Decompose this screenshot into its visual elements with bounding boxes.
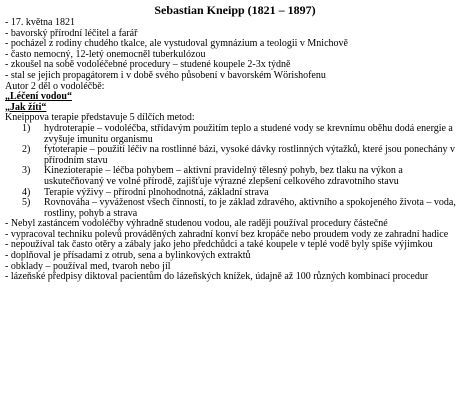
method-item-5 bbox=[5, 198, 465, 219]
methods-list bbox=[5, 124, 465, 219]
note-line-partial: - Nebyl zastáncem vodoléčby výhradně studenou vodou, ale raději používal procedury částečné bbox=[5, 218, 388, 230]
document-title: Sebastian Kneipp (1821 – 1897) bbox=[154, 3, 316, 17]
method-number: 2) bbox=[22, 144, 31, 156]
method-text: Terapie výživy – přírodní plnohodnotná, základní strava bbox=[44, 186, 269, 198]
bio-line-birth: - 17. května 1821 bbox=[5, 17, 75, 28]
note-line-prescriptions: - lázeňské předpisy diktoval pacientům do lázeňských knížek, údajně až 100 různých kombinací procedur bbox=[5, 271, 429, 283]
method-item-3 bbox=[5, 166, 465, 187]
method-number: 1) bbox=[22, 122, 31, 134]
note-line-technique: - vypracoval techniku polevů prováděných zahradní konví bez kropáče nebo proudem vody ze zahradní hadice bbox=[5, 228, 449, 240]
notes-list bbox=[5, 219, 465, 283]
note-line-additives: - doplňoval je přísadami z otrub, sena a bylinkových extraktů bbox=[5, 250, 251, 262]
note-line-compresses: - obklady – používal med, tvaroh nebo jíl bbox=[5, 260, 171, 272]
bio-line-experiments: - zkoušel na sobě vodoléčebné procedury – studené koupele 2-3x týdně bbox=[5, 59, 291, 71]
method-number: 4) bbox=[22, 186, 31, 198]
method-text: fytoterapie – použití léčiv na rostlinné bázi, vysoké dávky rostlinných výtažků, které jsou ponechány v přírodním stavu bbox=[44, 144, 455, 166]
work-title-2: „Jak žíti“ bbox=[5, 101, 47, 113]
method-number: 3) bbox=[22, 165, 31, 177]
bio-line-origin: - pocházel z rodiny chudého tkalce, ale vystudoval gymnázium a teologii v Mnichově bbox=[5, 38, 348, 50]
biography-list bbox=[5, 18, 465, 92]
method-text: Kinezioterapie – léčba pohybem – aktivní pravidelný tělesný pohyb, bez tlaku na výkon a uskutečňovaný ve volné přírodě, zajišťuje výrazné zlepšení celkového zdravotního stavu bbox=[44, 165, 403, 187]
methods-intro: Kneippova terapie představuje 5 dílčích metod: bbox=[5, 112, 195, 124]
bio-line-propagator: - stal se jejich propagátorem i v době svého působení v bavorském Wörishofenu bbox=[5, 69, 326, 81]
work-title-1: „Léčení vodou“ bbox=[5, 91, 72, 103]
method-text: hydroterapie – vodoléčba, střídavým použitím teplo a studené vody se krevnímu oběhu dodá energie a zvyšuje imunitu organismu bbox=[44, 122, 453, 145]
bio-line-illness: - často nemocný, 12-letý onemocněl tuberkulózou bbox=[5, 48, 206, 60]
method-item-1 bbox=[5, 124, 465, 145]
method-text: Rovnováha – vyváženost všech činností, to je základ zdravého, aktivního a spokojeného života – voda, rostliny, pohyb a strava bbox=[44, 197, 456, 219]
bio-line-profession: - bavorský přírodní léčitel a farář bbox=[5, 27, 138, 39]
note-line-wraps: - nepoužíval tak často otěry a zábaly jako jeho předchůdci a také koupele v teplé vodě byly spíše výjimkou bbox=[5, 239, 433, 251]
bio-line-author: Autor 2 děl o vodoléčbě: bbox=[5, 80, 105, 92]
method-item-2 bbox=[5, 145, 465, 166]
method-number: 5) bbox=[22, 197, 31, 209]
